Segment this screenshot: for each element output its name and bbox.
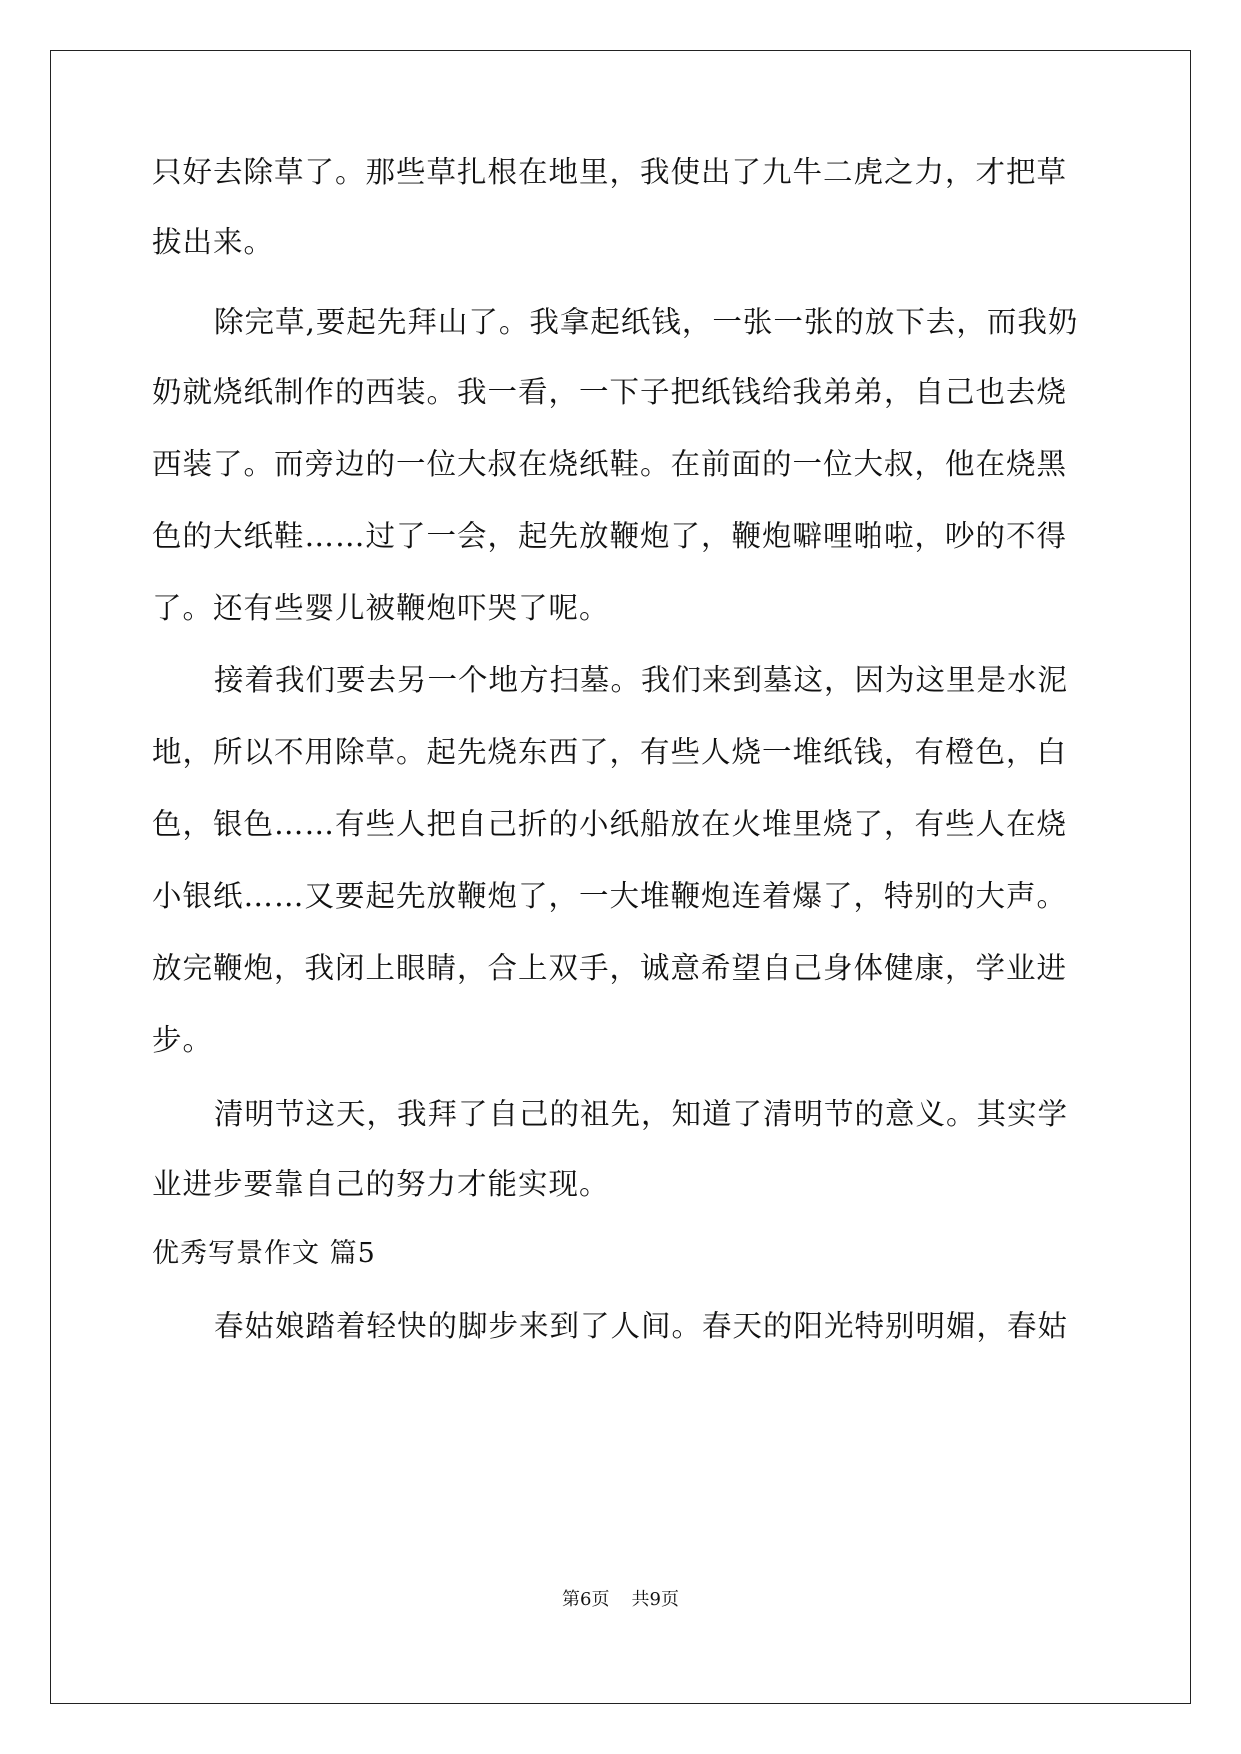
paragraph-first-line: 春姑娘踏着轻快的脚步来到了人间。春天的阳光特别明媚，春姑 <box>214 1309 1069 1343</box>
body-text-line: 放完鞭炮，我闭上眼睛，合上双手，诚意希望自己身体健康，学业进 <box>152 951 1068 985</box>
body-text-line: 地，所以不用除草。起先烧东西了，有些人烧一堆纸钱，有橙色，白 <box>152 735 1068 769</box>
paragraph-first-line: 除完草,要起先拜山了。我拿起纸钱，一张一张的放下去，而我奶 <box>214 305 1079 339</box>
body-text-line: 色的大纸鞋……过了一会，起先放鞭炮了，鞭炮噼哩啪啦，吵的不得 <box>152 519 1068 553</box>
body-text-line: 业进步要靠自己的努力才能实现。 <box>152 1167 610 1201</box>
body-text-line: 只好去除草了。那些草扎根在地里，我使出了九牛二虎之力，才把草 <box>152 155 1068 189</box>
body-text-line: 拔出来。 <box>152 225 275 259</box>
section-heading: 优秀写景作文 篇5 <box>152 1238 376 1269</box>
page-footer <box>0 1588 1241 1612</box>
body-text-line: 西装了。而旁边的一位大叔在烧纸鞋。在前面的一位大叔，他在烧黑 <box>152 447 1068 481</box>
paragraph-first-line: 清明节这天，我拜了自己的祖先，知道了清明节的意义。其实学 <box>214 1097 1069 1131</box>
body-text-line: 小银纸……又要起先放鞭炮了，一大堆鞭炮连着爆了，特别的大声。 <box>152 879 1068 913</box>
body-text-line: 步。 <box>152 1023 214 1057</box>
body-text-line: 奶就烧纸制作的西装。我一看，一下子把纸钱给我弟弟，自己也去烧 <box>152 375 1068 409</box>
body-text-line: 了。还有些婴儿被鞭炮吓哭了呢。 <box>152 591 610 625</box>
page-number: 第6页 <box>562 1589 610 1610</box>
body-text-line: 色，银色……有些人把自己折的小纸船放在火堆里烧了，有些人在烧 <box>152 807 1068 841</box>
paragraph-first-line: 接着我们要去另一个地方扫墓。我们来到墓这，因为这里是水泥 <box>214 663 1069 697</box>
page-total: 共9页 <box>631 1589 679 1610</box>
